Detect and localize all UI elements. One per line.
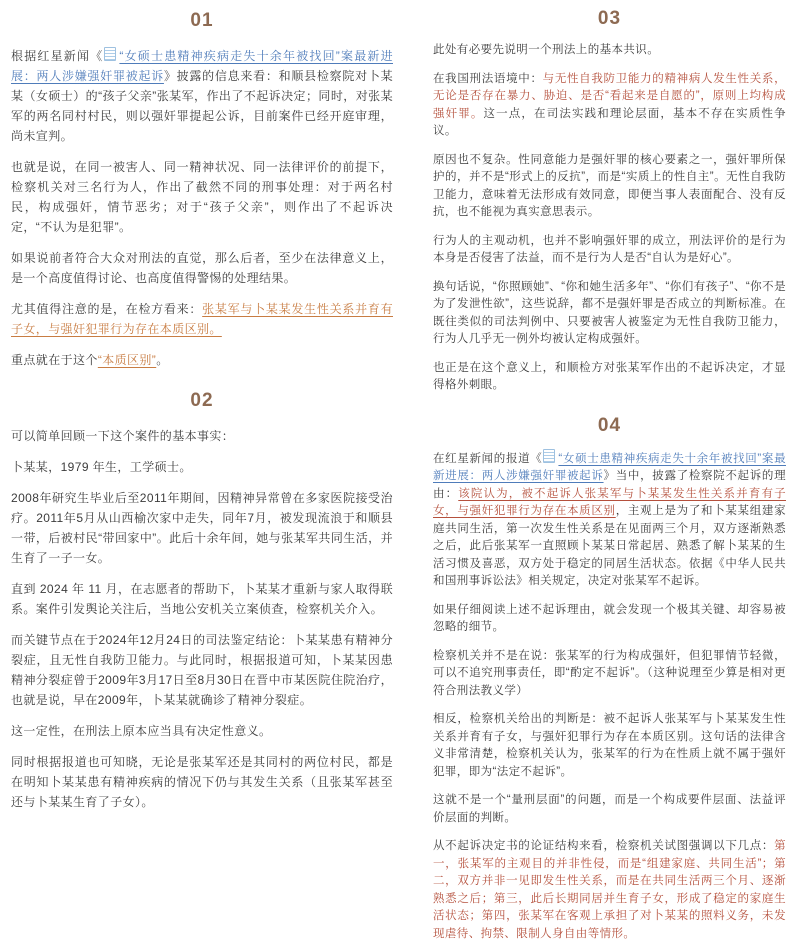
highlight-text: “本质区别” <box>98 353 156 367</box>
body-text: 卜某某，1979 年生，工学硕士。 <box>11 460 192 474</box>
paragraph <box>433 648 786 701</box>
body-text: 重点就在于这个 <box>11 353 98 367</box>
right-column <box>433 0 786 729</box>
paragraph <box>11 752 393 812</box>
paragraph <box>433 711 786 781</box>
paragraph <box>11 630 393 710</box>
section-04 <box>433 415 786 943</box>
paragraph <box>11 721 393 741</box>
paragraph <box>433 152 786 222</box>
paragraph <box>433 279 786 349</box>
paragraph <box>433 233 786 268</box>
highlight-text: 第一，张某军的主观目的并非性侵，而是“组建家庭、共同生活”；第二，双方并非一见即发生性关系，而是在共同生活两三个月、逐渐熟悉之后；第三，此后长期同居并生育子女，形成了稳定的家庭生活状态；第四，张某军在客观上承担了对卜某某的照料义务，未发现虐待、拘禁、限制人身自由等情形。 <box>433 840 786 940</box>
body-text: 如果仔细阅读上述不起诉理由，就会发现一个极其关键、却容易被忽略的细节。 <box>433 604 786 634</box>
section-03-body <box>433 42 786 395</box>
section-04-heading: 04 <box>433 415 786 437</box>
section-02-body <box>11 426 393 812</box>
body-text: 如果说前者符合大众对刑法的直觉，那么后者，至少在法律意义上，是一个高度值得讨论、也高度值得警惕的处理结果。 <box>11 251 393 285</box>
body-text: 》当中，披露了检察院不起诉的理由： <box>433 470 786 500</box>
document-icon <box>543 449 555 463</box>
paragraph <box>11 350 393 370</box>
section-03 <box>433 8 786 395</box>
body-text: 可以简单回顾一下这个案件的基本事实： <box>11 429 234 443</box>
body-text: 从不起诉决定书的论证结构来看，检察机关试图强调以下几点： <box>433 840 774 852</box>
body-text: 这就不是一个“量刑层面”的问题，而是一个构成要件层面、法益评价层面的判断。 <box>433 794 786 824</box>
section-01-heading: 01 <box>11 10 393 32</box>
paragraph <box>433 449 786 591</box>
paragraph <box>11 157 393 237</box>
section-01 <box>11 10 393 370</box>
paragraph <box>11 426 393 446</box>
body-text: 行为人的主观动机，也并不影响强奸罪的成立，刑法评价的是行为本身是否侵害了法益，而不是行为人是否“自认为是好心”。 <box>433 235 786 265</box>
highlight-text: 该院认为，被不起诉人张某军与卜某某发生性关系并育有子女，与强奸犯罪行为存在本质区别 <box>433 488 786 518</box>
body-text: 同时根据报道也可知晓，无论是张某军还是其同村的两位村民，都是在明知卜某某患有精神疾病的情况下仍与其发生关系（且张某军甚至还与卜某某生育了子女）。 <box>11 755 393 809</box>
paragraph <box>11 457 393 477</box>
left-column <box>11 0 393 729</box>
highlight-text: 与无性自我防卫能力的精神病人发生性关系，无论是否存在暴力、胁迫、是否“看起来是自愿的”，原则上均构成强奸罪。 <box>433 73 786 120</box>
body-text: 。 <box>156 353 168 367</box>
paragraph <box>11 488 393 568</box>
highlight-text: 张某军与卜某某发生性关系并育有子女，与强奸犯罪行为存在本质区别。 <box>11 302 393 336</box>
article-link[interactable]: “女硕士患精神疾病走失十余年被找回”案最新进展：两人涉嫌强奸罪被起诉 <box>11 49 393 83</box>
body-text: 相反，检察机关给出的判断是：被不起诉人张某军与卜某某发生性关系并育有子女，与强奸犯罪行为存在本质区别。这句话的法律含义非常清楚，检察机关认为，张某军的行为在性质上就不属于强奸犯罪，即为“法定不起诉”。 <box>433 713 786 778</box>
section-03-heading: 03 <box>433 8 786 30</box>
body-text: 换句话说，“你照顾她”、“你和她生活多年”、“你们有孩子”、“你不是为了发泄性欲”，这些说辞，都不是强奸罪是否成立的判断标准。在既往类似的司法判例中、只要被害人被鉴定为无性自我防卫能力，行为人几乎无一例外均被认定构成强奸。 <box>433 281 786 346</box>
body-text: 这一定性，在刑法上原本应当具有决定性意义。 <box>11 724 271 738</box>
paragraph <box>433 42 786 60</box>
paragraph <box>11 248 393 288</box>
paragraph <box>433 602 786 637</box>
body-text: 在红星新闻的报道《 <box>433 453 542 465</box>
body-text: 此处有必要先说明一个刑法上的基本共识。 <box>433 44 659 56</box>
paragraph <box>11 299 393 339</box>
body-text: 》披露的信息来看：和顺县检察院对卜某某（女硕士）的“孩子父亲”张某军，作出了不起诉决定；同时，对张某军的两名同村村民，则以强奸罪提起公诉，目前案件已经开庭审理，尚未宣判。 <box>11 69 393 143</box>
body-text: 直到 2024 年 11 月，在志愿者的帮助下，卜某某才重新与家人取得联系。案件引发舆论关注后，当地公安机关立案侦查，检察机关介入。 <box>11 582 393 616</box>
body-text: 这一点，在司法实践和理论层面，基本不存在实质性争议。 <box>433 108 786 138</box>
document-icon <box>104 47 116 61</box>
paragraph <box>433 360 786 395</box>
paragraph <box>11 46 393 146</box>
paragraph <box>433 838 786 943</box>
body-text: 2008年研究生毕业后至2011年期间，因精神异常曾在多家医院接受治疗。2011年5月从山西榆次家中走失，同年7月，被发现流浪于和顺县一带，后被村民“带回家中”。此后十余年间，她与张某军共同生活，并生育了一子一女。 <box>11 491 393 565</box>
body-text: 而关键节点在于2024年12月24日的司法鉴定结论：卜某某患有精神分裂症，且无性自我防卫能力。与此同时，根据报道可知，卜某某因患精神分裂症曾于2009年3月17日至8月30日在晋中市某医院住院治疗，也就是说，早在2009年，卜某某就确诊了精神分裂症。 <box>11 633 393 707</box>
body-text: ，主观上是为了和卜某某组建家庭共同生活，第一次发生性关系是在见面两三个月，双方逐渐熟悉之后，此后张某军一直照顾卜某某日常起居、熟悉了解卜某某的生活习惯及喜恶，双方处于稳定的同居生活状态。依据《中华人民共和国刑事诉讼法》相关规定，决定对张某军不起诉。 <box>433 505 786 587</box>
body-text: 尤其值得注意的是，在检方看来： <box>11 302 202 316</box>
paragraph <box>433 792 786 827</box>
body-text: 原因也不复杂。性同意能力是强奸罪的核心要素之一，强奸罪所保护的，并不是“形式上的反抗”，而是“实质上的性自主”。无性自我防卫能力，意味着无法形成有效同意，即便当事人表面配合、没有反抗，也不能视为真实意思表示。 <box>433 154 786 219</box>
article-link[interactable]: “女硕士患精神疾病走失十余年被找回”案最新进展：两人涉嫌强奸罪被起诉 <box>433 453 786 483</box>
paragraph <box>433 71 786 141</box>
body-text: 检察机关并不是在说：张某军的行为构成强奸，但犯罪情节轻微，可以不追究刑事责任，即“酌定不起诉”。（这种说理至少算是相对更符合刑法教义学） <box>433 650 786 697</box>
body-text: 也就是说，在同一被害人、同一精神状况、同一法律评价的前提下，检察机关对三名行为人，作出了截然不同的刑事处理：对于两名村民，构成强奸，情节恶劣；对于“孩子父亲”，则作出了不起诉决定，“不认为是犯罪”。 <box>11 160 393 234</box>
body-text: 在我国刑法语境中： <box>433 73 543 85</box>
body-text: 根据红星新闻《 <box>11 49 103 63</box>
body-text: 也正是在这个意义上，和顺检方对张某军作出的不起诉决定，才显得格外刺眼。 <box>433 362 786 392</box>
paragraph <box>11 579 393 619</box>
section-02-heading: 02 <box>11 390 393 412</box>
section-02 <box>11 390 393 812</box>
section-04-body <box>433 449 786 943</box>
section-01-body <box>11 46 393 370</box>
